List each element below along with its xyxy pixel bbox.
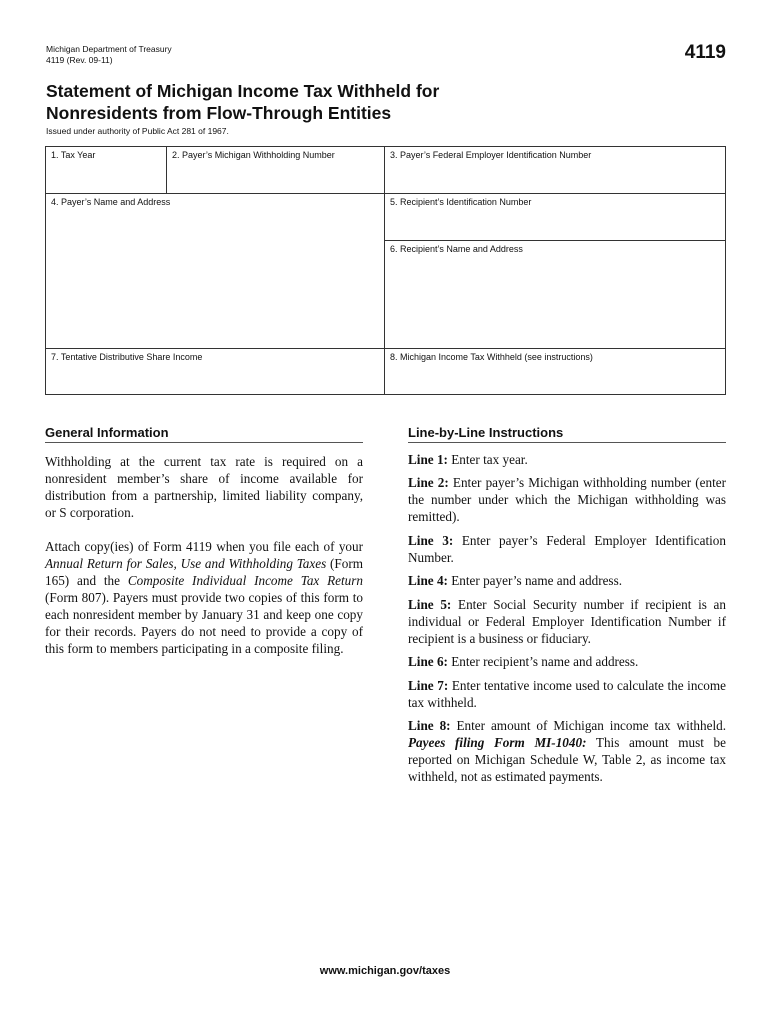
general-paragraph-1: Withholding at the current tax rate is required on a nonresident member’s share of income available for distribution from a partnership, limited liability company, or S corporation.	[45, 454, 363, 520]
payees-label: Payees filing Form MI-1040:	[408, 735, 587, 750]
field-distributive-share-income-label: 7. Tentative Distributive Share Income	[51, 352, 203, 362]
field-recipient-name-address[interactable]	[385, 241, 725, 349]
general-information-section	[45, 425, 363, 657]
authority-note: Issued under authority of Public Act 281 of 1967.	[46, 126, 229, 136]
form-grid	[45, 146, 726, 395]
line-5-instruction	[408, 596, 726, 647]
general-p2-text-c: (Form 165) and the	[45, 556, 363, 588]
field-payer-name-address[interactable]	[46, 194, 385, 349]
line-8-text: Enter amount of Michigan income tax withheld.	[450, 718, 727, 733]
line-1-instruction	[408, 451, 726, 468]
line-4-text: Enter payer’s name and address.	[447, 573, 622, 588]
field-payer-fein[interactable]	[385, 147, 725, 194]
field-tax-year-label: 1. Tax Year	[51, 150, 96, 160]
field-tax-withheld-label: 8. Michigan Income Tax Withheld (see instructions)	[390, 352, 593, 362]
line-3-label: Line 3:	[408, 533, 454, 548]
field-payer-fein-label: 3. Payer’s Federal Employer Identification Number	[390, 150, 592, 160]
page-title	[46, 80, 439, 124]
line-7-label: Line 7:	[408, 678, 449, 693]
agency-block	[46, 44, 172, 66]
general-information-heading: General Information	[45, 425, 363, 443]
form-revision: 4119 (Rev. 09-11)	[46, 55, 113, 65]
line-1-text: Enter tax year.	[447, 452, 528, 467]
form-number: 4119	[684, 42, 726, 63]
line-2-text: Enter payer’s Michigan withholding number (enter the number under which the Michigan withholding was remitted).	[408, 475, 726, 524]
line-7-text: Enter tentative income used to calculate the income tax withheld.	[408, 678, 726, 710]
line-3-instruction	[408, 532, 726, 566]
field-tax-year[interactable]	[46, 147, 167, 194]
field-tax-withheld[interactable]	[385, 349, 725, 394]
title-line-1: Statement of Michigan Income Tax Withheld for	[46, 81, 440, 101]
field-payer-withholding-number[interactable]	[167, 147, 385, 194]
title-line-2: Nonresidents from Flow-Through Entities	[46, 103, 392, 123]
line-7-instruction	[408, 677, 726, 711]
general-p2-annual-return-title: Annual Return for Sales, Use and Withholding Taxes	[45, 556, 327, 571]
payees-text: This amount must be reported on Michigan Schedule W, Table 2, as income tax withheld, not as estimated payments.	[408, 735, 727, 784]
field-recipient-id[interactable]	[385, 194, 725, 241]
general-p2-text-e: (Form 807). Payers must provide two copies of this form to each nonresident member by January 31 and keep one copy for their records. Payers do not need to provide a copy of this form to members participating in a composite filing.	[45, 590, 363, 656]
general-paragraph-2	[45, 538, 363, 657]
general-p2-text-a: Attach copy(ies) of Form 4119 when you file each of your	[45, 539, 363, 554]
field-recipient-id-label: 5. Recipient’s Identification Number	[390, 197, 532, 207]
line-instructions-section	[408, 425, 726, 825]
line-8-label: Line 8:	[408, 718, 451, 733]
field-payer-withholding-number-label: 2. Payer’s Michigan Withholding Number	[172, 150, 335, 160]
line-4-label: Line 4:	[408, 573, 448, 588]
field-distributive-share-income[interactable]	[46, 349, 385, 394]
line-2-instruction	[408, 474, 726, 525]
line-3-text: Enter payer’s Federal Employer Identification Number.	[408, 533, 726, 565]
line-5-label: Line 5:	[408, 597, 452, 612]
line-6-text: Enter recipient’s name and address.	[447, 654, 639, 669]
line-5-text: Enter Social Security number if recipient is an individual or Federal Employer Identification Number if recipient is a business or fiduciary.	[408, 597, 726, 646]
line-2-label: Line 2:	[408, 475, 449, 490]
general-p2-composite-return-title: Composite Individual Income Tax Return	[127, 573, 364, 588]
field-recipient-name-address-label: 6. Recipient’s Name and Address	[390, 244, 523, 254]
field-payer-name-address-label: 4. Payer’s Name and Address	[51, 197, 171, 207]
footer-url[interactable]: www.michigan.gov/taxes	[319, 965, 451, 977]
line-6-label: Line 6:	[408, 654, 448, 669]
line-instructions-heading: Line-by-Line Instructions	[408, 425, 726, 443]
line-8-instruction	[408, 717, 726, 785]
line-4-instruction	[408, 572, 726, 589]
line-1-label: Line 1:	[408, 452, 448, 467]
line-6-instruction	[408, 653, 726, 670]
agency-name: Michigan Department of Treasury	[46, 44, 172, 54]
